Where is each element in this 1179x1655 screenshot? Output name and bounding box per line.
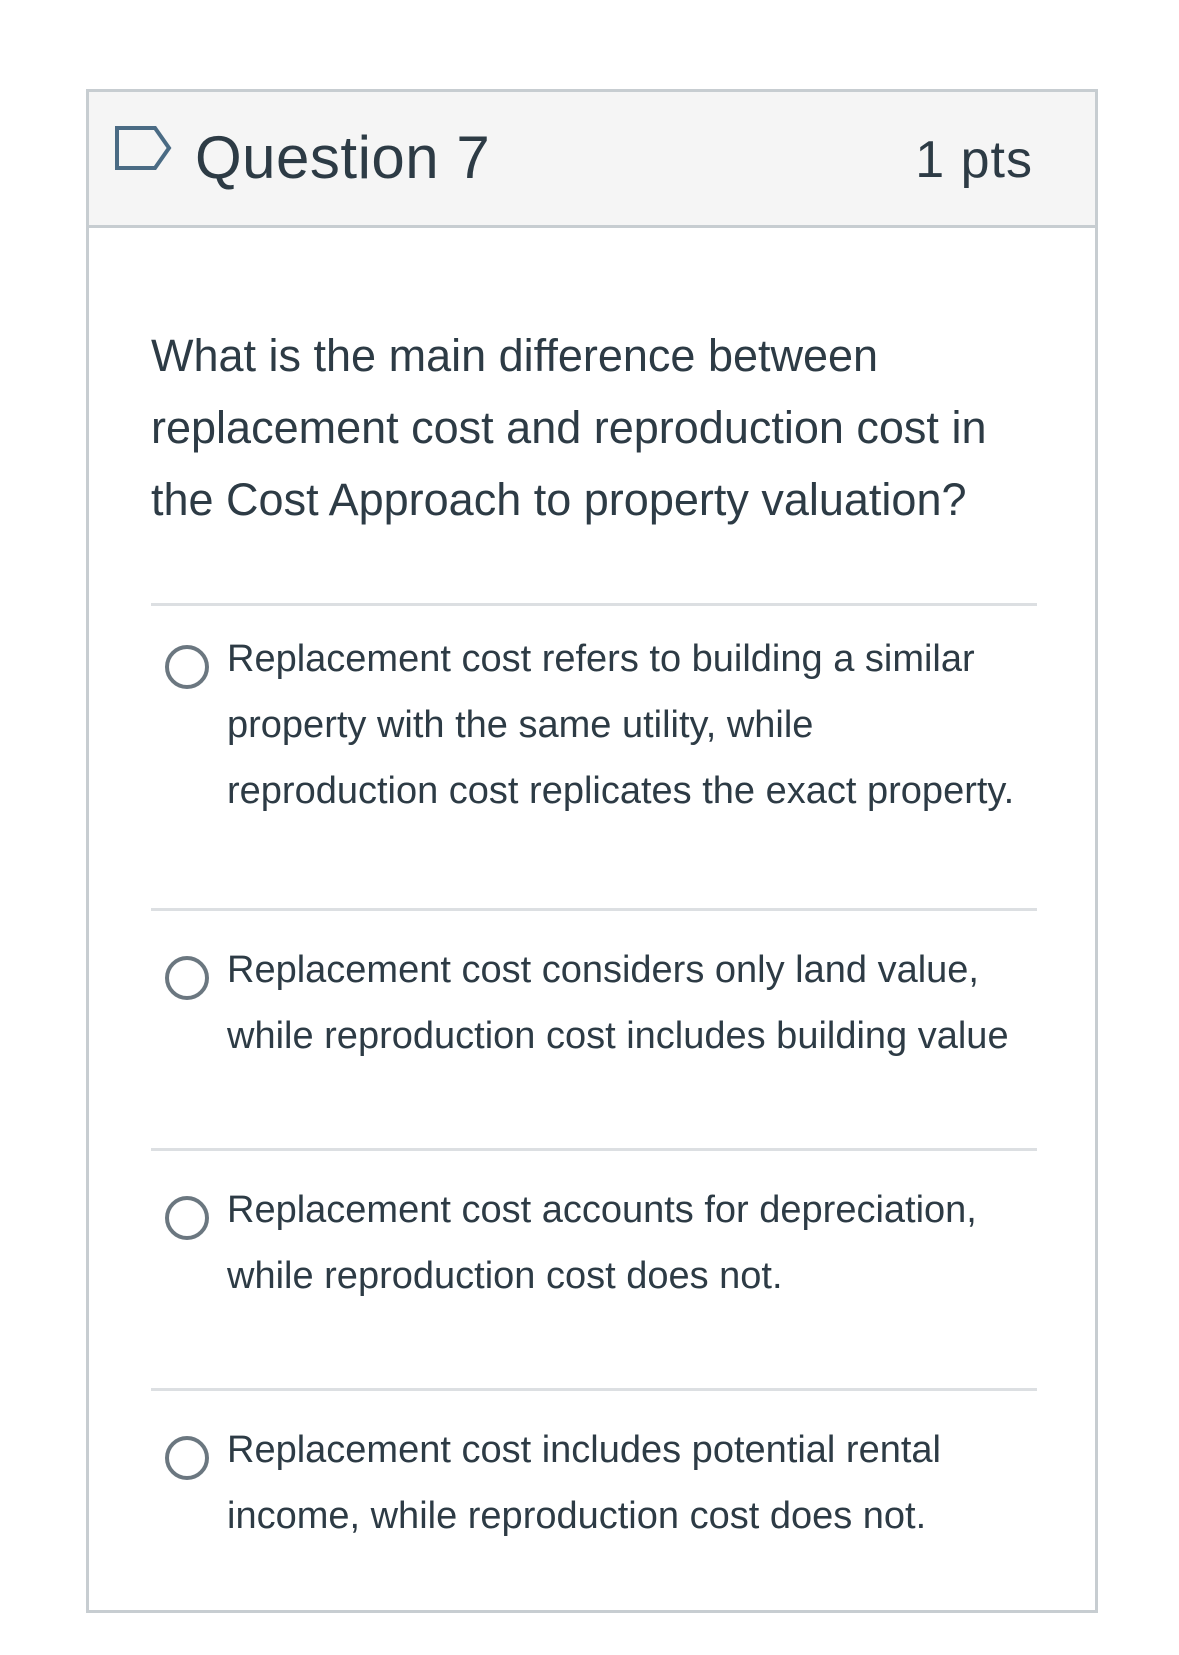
question-points: 1 pts xyxy=(915,131,1033,189)
question-text: What is the main difference between replacement cost and reproduction cost in the Cost Approach to property valuation? xyxy=(151,330,987,525)
question-header xyxy=(89,92,1095,228)
question-card xyxy=(86,89,1098,1613)
answer-label[interactable]: Replacement cost refers to building a similar property with the same utility, while reproduction cost replicates the exact property. xyxy=(227,638,1015,812)
radio-button[interactable] xyxy=(165,645,209,689)
answer-label[interactable]: Replacement cost considers only land value, while reproduction cost includes building value xyxy=(227,949,1009,1057)
answer-label[interactable]: Replacement cost accounts for depreciation, while reproduction cost does not. xyxy=(227,1189,977,1297)
question-title: Question 7 xyxy=(195,124,491,191)
answer-option[interactable] xyxy=(151,911,1037,1148)
radio-button[interactable] xyxy=(165,1436,209,1480)
answer-label[interactable]: Replacement cost includes potential rental income, while reproduction cost does not. xyxy=(227,1429,941,1537)
answer-option[interactable] xyxy=(151,1151,1037,1388)
bookmark-flag-icon[interactable] xyxy=(113,124,173,172)
answer-option[interactable] xyxy=(151,606,1037,908)
answer-list xyxy=(151,603,1037,1551)
radio-button[interactable] xyxy=(165,956,209,1000)
answer-option[interactable] xyxy=(151,1391,1037,1551)
radio-button[interactable] xyxy=(165,1196,209,1240)
